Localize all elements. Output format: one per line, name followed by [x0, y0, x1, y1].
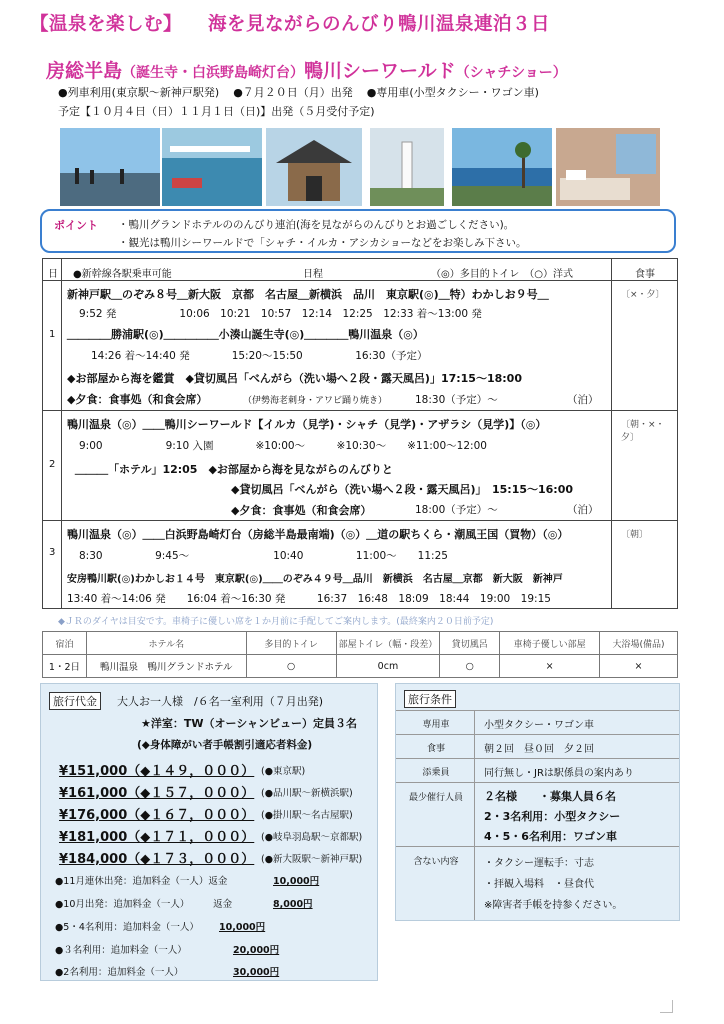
price-area-2: (●品川駅～新横浜駅)	[261, 788, 353, 799]
surcharge-2-label: ●2名利用：追加料金（一人）	[55, 967, 184, 978]
info-train: ●列車利用(東京駅～新神戸駅発)	[58, 86, 220, 99]
cond-staff-value: 同行無し・JRは駅係員の案内あり	[484, 768, 634, 779]
price-discount: (◆身体障がい者手帳割引適応者料金)	[137, 739, 313, 751]
day-1-times-2: 14:26 着～14:40 発 15:20～15:50 16:30（予定）	[91, 350, 428, 362]
photo-strip	[60, 128, 660, 206]
price-box	[40, 683, 378, 981]
sea-world-show-photo	[162, 128, 262, 206]
price-row-4: ¥181,000（◆１７１，０００）	[59, 830, 255, 845]
cond-excluded-1: ・タクシー運転手：寸志	[484, 858, 594, 869]
point-box	[40, 209, 676, 253]
photo-5	[452, 128, 552, 206]
day-1-times-1: 9:52 発 10:06 10:21 10:57 12:14 12:25 12:33 着～13:00 発	[79, 308, 482, 320]
day-1-stay: （泊）	[567, 394, 599, 406]
price-area-4: (●岐阜羽島駅～京都駅)	[261, 832, 363, 843]
page-corner-mark	[660, 1000, 673, 1013]
cond-min-value-3: 4・5・6名利用：ワゴン車	[484, 830, 617, 843]
subtitle-spots: （誕生寺・白浜野島崎灯台）	[122, 65, 305, 81]
photo-2	[162, 128, 262, 206]
day-3-meal: 〔朝〕	[621, 530, 649, 540]
col-shinkansen-note: ●新幹線各駅乗車可能	[73, 269, 172, 280]
surcharge-5-4-label: ●5・4名利用：追加料金（一人）	[55, 922, 199, 933]
cond-meal-key: 食事	[426, 744, 445, 754]
hotel-table	[42, 631, 678, 678]
price-row-1: ¥151,000（◆１４９，０００）	[59, 764, 255, 779]
subtitle-region: 房総半島	[46, 60, 123, 82]
day-2-dinner-time: 18:00（予定）～	[415, 504, 498, 516]
hotel-cell-toilet: ○	[246, 655, 336, 678]
day-2-route-2: ＿＿＿「ホテル」12:05 ◆お部屋から海を見ながらのんびりと	[75, 463, 393, 476]
day-2-number: 2	[49, 459, 56, 470]
tanjoji-temple-photo	[266, 128, 362, 206]
surcharge-3-label: ●３名利用：追加料金（一人）	[55, 945, 187, 956]
price-area-3: (●掛川駅～名古屋駅)	[261, 810, 353, 821]
price-basis: 大人お一人様 /６名一室利用（７月出発)	[117, 695, 323, 708]
hotel-header-bath: 大浴場(備品)	[600, 632, 678, 655]
surcharge-oct-label: ●10月出発：追加料金（一人） 返金	[55, 899, 233, 910]
price-area-5: (●新大阪駅～新神戸駅)	[261, 854, 363, 865]
cond-excluded-3: ※障害者手帳を持参ください。	[484, 900, 623, 911]
schedule-dates: 予定【１０月４日（日）１１月１日（日)】出発（５月受付予定)	[58, 105, 375, 118]
tour-subtitle	[46, 56, 567, 83]
hotel-header-toilet: 多目的トイレ	[246, 632, 336, 655]
day-2-stay: （泊）	[567, 504, 599, 516]
hotel-row	[43, 655, 678, 678]
surcharge-oct-value: 8,000円	[273, 899, 313, 910]
conditions-label: 旅行条件	[404, 690, 456, 708]
day-3-route-2: 安房鴨川駅(◎)わかしお１４号 東京駅(◎)＿＿のぞみ４９号＿品川 新横浜 名古屋＿京都 新大阪 新神戸	[67, 574, 563, 585]
info-car: ●専用車(小型タクシー・ワゴン車)	[366, 86, 539, 99]
subtitle-show: （シャチショー）	[455, 65, 567, 81]
cond-excluded-2: ・拝観入場料 ・昼食代	[484, 879, 594, 890]
photo-4	[370, 128, 444, 206]
day-1-dinner-menu: （伊勢海老刺身・アワビ踊り焼き）	[243, 396, 388, 406]
surcharge-2-value: 30,000円	[233, 967, 280, 978]
point-line-2: ・観光は鴨川シーワールドで「シャチ・イルカ・アシカショーなどをお楽しみ下さい。	[118, 237, 527, 249]
tour-title	[30, 10, 550, 36]
hotel-header-private-bath: 貸切風呂	[440, 632, 500, 655]
cond-staff-key: 添乗員	[422, 768, 450, 778]
cond-car-key: 専用車	[422, 720, 450, 730]
cond-meal-value: 朝２回 昼０回 夕２回	[484, 744, 594, 755]
day-1-dinner: ◆夕食：食事処（和食会席）	[67, 393, 208, 406]
cond-min-key: 最少催行人員	[408, 793, 463, 803]
cond-excluded-key: 含ない内容	[413, 857, 459, 867]
cond-car-value: 小型タクシー・ワゴン車	[484, 720, 594, 731]
jr-note: ◆ＪＲのダイヤは目安です。車椅子に優しい席を１か月前に手配してご案内します。(最終案内２０日前予定)	[58, 617, 494, 627]
hotel-cell-bath: ×	[600, 655, 678, 678]
beach-people-photo	[60, 128, 160, 206]
day-3-number: 3	[49, 547, 56, 558]
surcharge-nov-label: ●11月連休出発：追加料金（一人）返金	[55, 876, 228, 887]
day-2-dinner: ◆夕食：食事処（和食会席）	[231, 504, 372, 517]
cond-min-value-1: ２名様 ・募集人員６名	[484, 790, 616, 803]
day-1-meal: 〔×・夕〕	[621, 290, 665, 300]
price-area-1: (●東京駅)	[261, 766, 306, 777]
day-1-number: 1	[49, 329, 56, 340]
price-room: ★洋室：TW（オーシャンビュー）定員３名	[141, 717, 358, 730]
day-3-route-1: 鴨川温泉（◎）＿＿白浜野島崎灯台（房総半島最南端)（◎）＿道の駅ちくら・潮風王国（買物）（◎）	[67, 528, 569, 541]
day-3-times-1: 8:30 9:45～ 10:40 11:00～ 11:25	[79, 550, 448, 562]
day-2-meal: 〔朝・×・夕〕	[621, 420, 665, 443]
tour-info-line	[58, 84, 553, 100]
conditions-box	[395, 683, 680, 921]
hotel-cell-private-bath: ○	[440, 655, 500, 678]
day-2-bath: ◆貸切風呂「べんがら（洗い場へ２段・露天風呂)」 15:15～16:00	[231, 483, 574, 496]
photo-1	[60, 128, 160, 206]
surcharge-3-value: 20,000円	[233, 945, 280, 956]
info-date: ●７月２０日（月）出発	[233, 86, 353, 99]
day-1-route-1: 新神戸駅＿のぞみ８号＿新大阪 京都 名古屋＿新横浜 品川 東京駅(◎)＿特）わかしお９号＿	[67, 288, 549, 301]
photo-3	[266, 128, 362, 206]
day-1-dinner-time: 18:30（予定）～	[415, 394, 498, 406]
title-headline: 海を見ながらのんびり鴨川温泉連泊３日	[208, 14, 551, 35]
price-row-5: ¥184,000（◆１７３，０００）	[59, 852, 255, 867]
hotel-header-wheelchair: 車椅子優しい部屋	[500, 632, 600, 655]
day-2-times-1: 9:00 9:10 入園 ※10:00～ ※10:30～ ※11:00～12:00	[79, 440, 487, 452]
lighthouse-photo	[370, 128, 444, 206]
hotel-room-photo	[556, 128, 660, 206]
itinerary-table	[42, 258, 678, 609]
hotel-cell-wheelchair: ×	[500, 655, 600, 678]
surcharge-5-4-value: 10,000円	[219, 922, 266, 933]
hotel-header-stay: 宿泊	[43, 632, 87, 655]
day-1-route-2: ＿＿＿＿勝浦駅(◎)＿＿＿＿＿小湊山誕生寺(◎)＿＿＿＿鴨川温泉（◎）	[67, 328, 424, 341]
col-schedule: 日程	[303, 269, 323, 280]
price-label: 旅行代金	[49, 692, 101, 710]
col-day: 日	[48, 269, 58, 280]
price-row-2: ¥161,000（◆１５７，０００）	[59, 786, 255, 801]
photo-6	[556, 128, 660, 206]
point-line-1: ・鴨川グランドホテルののんびり連泊(海を見ながらのんびりとお過ごしください)。	[118, 219, 515, 231]
price-row-3: ¥176,000（◆１６７，０００）	[59, 808, 255, 823]
ocean-palm-photo	[452, 128, 552, 206]
surcharge-nov-value: 10,000円	[273, 876, 320, 887]
day-3-times-2: 13:40 着～14:06 発 16:04 着～16:30 発 16:37 16:48 18:09 18:44 19:00 19:15	[67, 593, 551, 605]
col-legend: （◎）多目的トイレ （○）洋式	[431, 269, 573, 280]
hotel-cell-room-toilet: 0cm	[336, 655, 440, 678]
day-1-activity: ◆お部屋から海を鑑賞 ◆貸切風呂「べんがら（洗い場へ２段・露天風呂)」17:15～18:00	[67, 372, 522, 385]
hotel-header-room-toilet: 部屋トイレ（幅・段差）	[336, 632, 440, 655]
subtitle-seaworld: 鴨川シーワールド	[304, 60, 456, 82]
hotel-header-name: ホテル名	[86, 632, 246, 655]
day-2-route-1: 鴨川温泉（◎）＿＿鴨川シーワールド【イルカ（見学)・シャチ（見学)・アザラシ（見学)】（◎）	[67, 418, 547, 431]
hotel-table-header	[43, 632, 678, 655]
hotel-cell-stay: 1・2日	[43, 655, 87, 678]
col-meal: 食事	[635, 269, 655, 280]
hotel-cell-name: 鴨川温泉 鴨川グランドホテル	[86, 655, 246, 678]
title-tag: 【温泉を楽しむ】	[30, 14, 183, 35]
point-label: ポイント	[54, 219, 98, 232]
cond-min-value-2: 2・3名利用：小型タクシー	[484, 810, 621, 823]
